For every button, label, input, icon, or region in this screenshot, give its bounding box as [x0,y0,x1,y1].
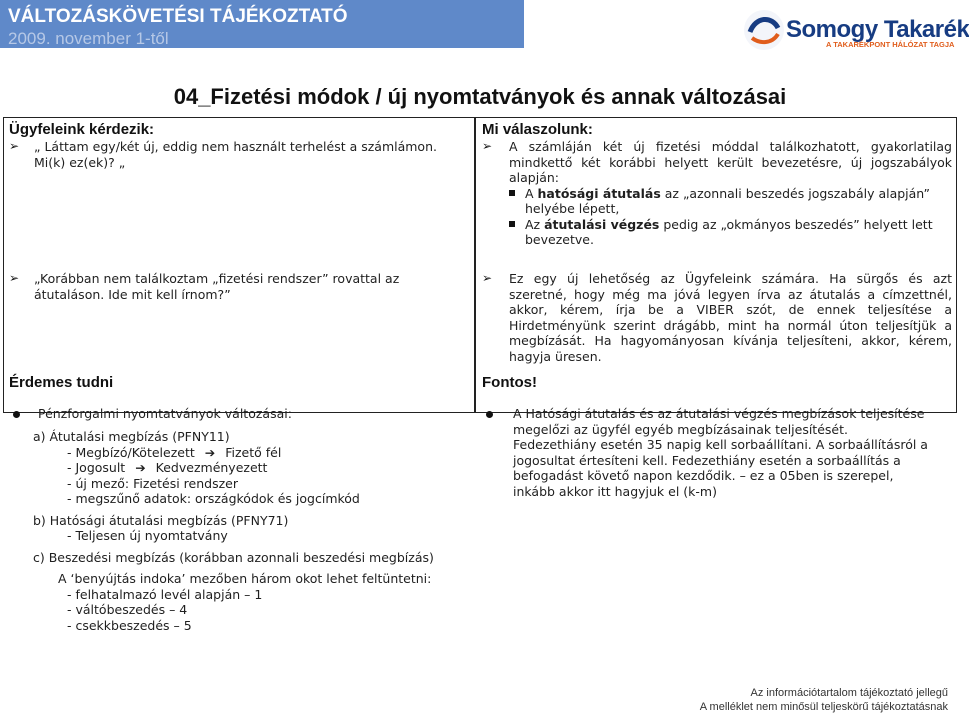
answer-1: ➢ A számláján két új fizetési móddal találkozhatott, gyakorlatilag mindkettő két korábbi helyett került bevezetésre, új jogszabályok alapján: A hatósági átutalás az „azonnali beszedés jogszabály alapján” helyébe lépett, Az átutalási végzés pedig az „okmányos beszedés” helyett lett bevezetve. [482,139,952,247]
item-c: c) Beszedési megbízás (korábban azonnali beszedési megbízás) [33,549,434,565]
arrow-bullet-icon: ➢ [9,139,20,153]
footer-line-2: A melléklet nem minősül teljeskörű tájékoztatásnak [699,701,948,713]
item-a-sub-4: - megszűnő adatok: országkódok és jogcímkód [67,491,360,506]
logo-tagline: A TAKARÉKPONT HÁLÓZAT TAGJA [826,40,955,49]
item-a: a) Átutalási megbízás (PFNY11) [33,429,230,444]
question-1: ➢ „ Láttam egy/két új, eddig nem használt terhelést a számlámon. Mi(k) ez(ek)? „ [9,139,437,170]
footer-disclaimer [700,686,948,714]
answer-2: ➢ Ez egy új lehetőség az Ügyfeleink számára. Ha sürgős és azt szeretné, hogy még ma jóvá legyen írva az átutalás a címzettnél, akkor, kérem, írja be a VIBER szót, de ennek teljesítése a Hirdetményünk szerint drágább, mint ha normál úton teljesítjük a megbízását. Ha hagyományosan kívánja teljesíteni, akkor, kérem, hagyja üresen. [482,271,952,364]
important-heading: Fontos! [482,374,537,391]
important-section: A Hatósági átutalás és az átutalási végzés megbízások teljesítése megelőzi az ügyfél egyéb megbízásainak teljesítését. Fedezethiány esetén 35 napig kell sorbaállítani. A sorbaállításról a jogosultat értesíteni kell. Fedezethiány esetén a sorbaállítás a befogadást követő napon kezdődik. – ez a 05ben is szerepel, inkább akkor itt hagyjuk el (k-m) [486,406,952,499]
logo-brand: Somogy Takarék [786,16,969,43]
item-a-sub-1: - Megbízó/Kötelezett ➔ Fizető fél [67,444,282,460]
arrow-right-icon: ➔ [135,460,146,475]
square-bullet-icon [509,190,515,196]
item-c-sub-3: - csekkbeszedés – 5 [67,617,192,633]
item-c-sub-1: - felhatalmazó levél alapján – 1 [67,586,263,602]
header-subtitle: 2009. november 1-től [8,29,169,48]
item-b: b) Hatósági átutalási megbízás (PFNY71) [33,512,289,528]
item-c-sub-2: - váltóbeszedés – 4 [67,602,188,617]
header-banner [0,0,524,48]
info-section [13,406,473,633]
arrow-right-icon: ➔ [204,444,216,460]
somogy-takarek-logo [736,2,969,60]
item-c-sub: A ‘benyújtás indoka’ mezőben három okot lehet feltüntetni: [58,571,432,586]
arrow-bullet-icon: ➢ [9,271,20,285]
square-bullet-icon [509,221,515,227]
page-title: 04_Fizetési módok / új nyomtatványok és annak változásai [173,84,787,109]
info-heading: Érdemes tudni [9,374,114,391]
item-b-sub-1: - Teljesen új nyomtatvány [67,528,228,543]
header-title: VÁLTOZÁSKÖVETÉSI TÁJÉKOZTATÓ [8,6,348,27]
item-a-sub-2: - Jogosult ➔ Kedvezményezett [67,460,268,475]
arrow-bullet-icon: ➢ [482,139,493,153]
right-heading: Mi válaszolunk: [482,121,593,138]
arrow-bullet-icon: ➢ [482,271,493,285]
answer-1-sub-1: A hatósági átutalás az „azonnali beszedés jogszabály alapján” [509,186,952,202]
question-2: ➢ „Korábban nem találkoztam „fizetési rendszer” rovattal az átutaláson. Ide mit kell írnom?” [9,271,400,302]
footer-line-1: Az információtartalom tájékoztató jellegű [750,687,948,699]
round-bullet-icon [13,411,20,418]
answer-1-sub-2: Az átutalási végzés pedig az „okmányos beszedés” helyett lett [509,217,952,233]
info-intro-row: Pénzforgalmi nyomtatványok változásai: [13,406,473,423]
logo-mark-icon [742,8,786,52]
left-heading: Ügyfeleink kérdezik: [9,121,155,138]
item-a-sub-3: - új mező: Fizetési rendszer [67,475,238,491]
round-bullet-icon [486,411,493,418]
